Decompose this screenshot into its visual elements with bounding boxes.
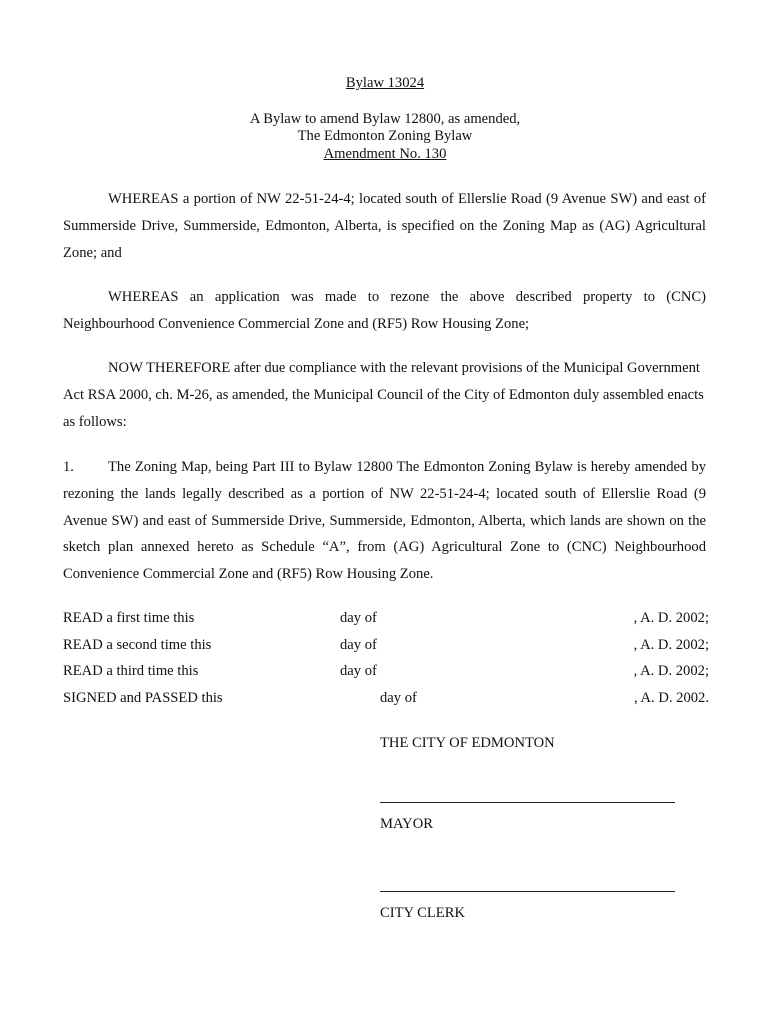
mayor-signature-line bbox=[380, 802, 675, 803]
signed-passed-row bbox=[63, 688, 709, 708]
reading-label: READ a first time this bbox=[63, 610, 195, 626]
reading-row-third bbox=[63, 661, 709, 681]
reading-year: , A. D. 2002; bbox=[633, 663, 709, 679]
reading-day: day of bbox=[340, 637, 377, 653]
reading-row-second bbox=[63, 635, 709, 655]
whereas-paragraph-1 bbox=[63, 186, 706, 266]
amendment-number-text: Amendment No. 130 bbox=[323, 146, 447, 162]
whereas-paragraph-2 bbox=[63, 284, 706, 338]
whereas-2-text: WHEREAS an application was made to rezone the above described property to (CNC) Neighbourhood Convenience Commercial Zone and (RF5) Row Housing Zone; bbox=[63, 289, 706, 332]
city-clerk-label: CITY CLERK bbox=[380, 905, 465, 921]
reading-label: READ a third time this bbox=[63, 663, 199, 679]
clause-1-number: 1. bbox=[63, 459, 74, 475]
reading-label: READ a second time this bbox=[63, 637, 212, 653]
reading-day: day of bbox=[340, 663, 377, 679]
subtitle-line-2: The Edmonton Zoning Bylaw bbox=[297, 128, 473, 144]
reading-label: SIGNED and PASSED this bbox=[63, 690, 223, 706]
bylaw-title: Bylaw 13024 bbox=[345, 75, 425, 91]
mayor-label: MAYOR bbox=[380, 816, 433, 832]
clerk-signature-line bbox=[380, 891, 675, 892]
reading-year: , A. D. 2002; bbox=[633, 637, 709, 653]
now-therefore-text: NOW THEREFORE after due compliance with the relevant provisions of the Municipal Government Act RSA 2000, ch. M-26, as amended, the Municipal Council of the City of Edmonton duly assembled enacts as follows: bbox=[63, 360, 704, 430]
reading-year: , A. D. 2002; bbox=[633, 610, 709, 626]
city-name: THE CITY OF EDMONTON bbox=[380, 735, 555, 751]
reading-year: , A. D. 2002. bbox=[634, 690, 709, 706]
subtitle-line-1: A Bylaw to amend Bylaw 12800, as amended, bbox=[249, 111, 521, 127]
clause-1-text: The Zoning Map, being Part III to Bylaw 12800 The Edmonton Zoning Bylaw is hereby amended by rezoning the lands legally described as a portion of NW 22-51-24-4; located south of Ellerslie Road (9 Avenue SW) and east of Summerside Drive, Summerside, Edmonton, Alberta, which lands are shown on the sketch plan annexed hereto as Schedule “A”, from (AG) Agricultural Zone to (CNC) Neighbourhood Convenience Commercial Zone and (RF5) Row Housing Zone. bbox=[63, 459, 706, 583]
reading-day: day of bbox=[340, 610, 377, 626]
amendment-number bbox=[0, 146, 770, 163]
reading-row-first bbox=[63, 608, 709, 628]
clause-1-paragraph bbox=[63, 454, 706, 588]
reading-day: day of bbox=[380, 690, 417, 706]
now-therefore-paragraph bbox=[63, 355, 706, 435]
whereas-1-text: WHEREAS a portion of NW 22-51-24-4; located south of Ellerslie Road (9 Avenue SW) and east of Summerside Drive, Summerside, Edmonton, Alberta, is specified on the Zoning Map as (AG) Agricultural Zone; and bbox=[63, 191, 706, 261]
